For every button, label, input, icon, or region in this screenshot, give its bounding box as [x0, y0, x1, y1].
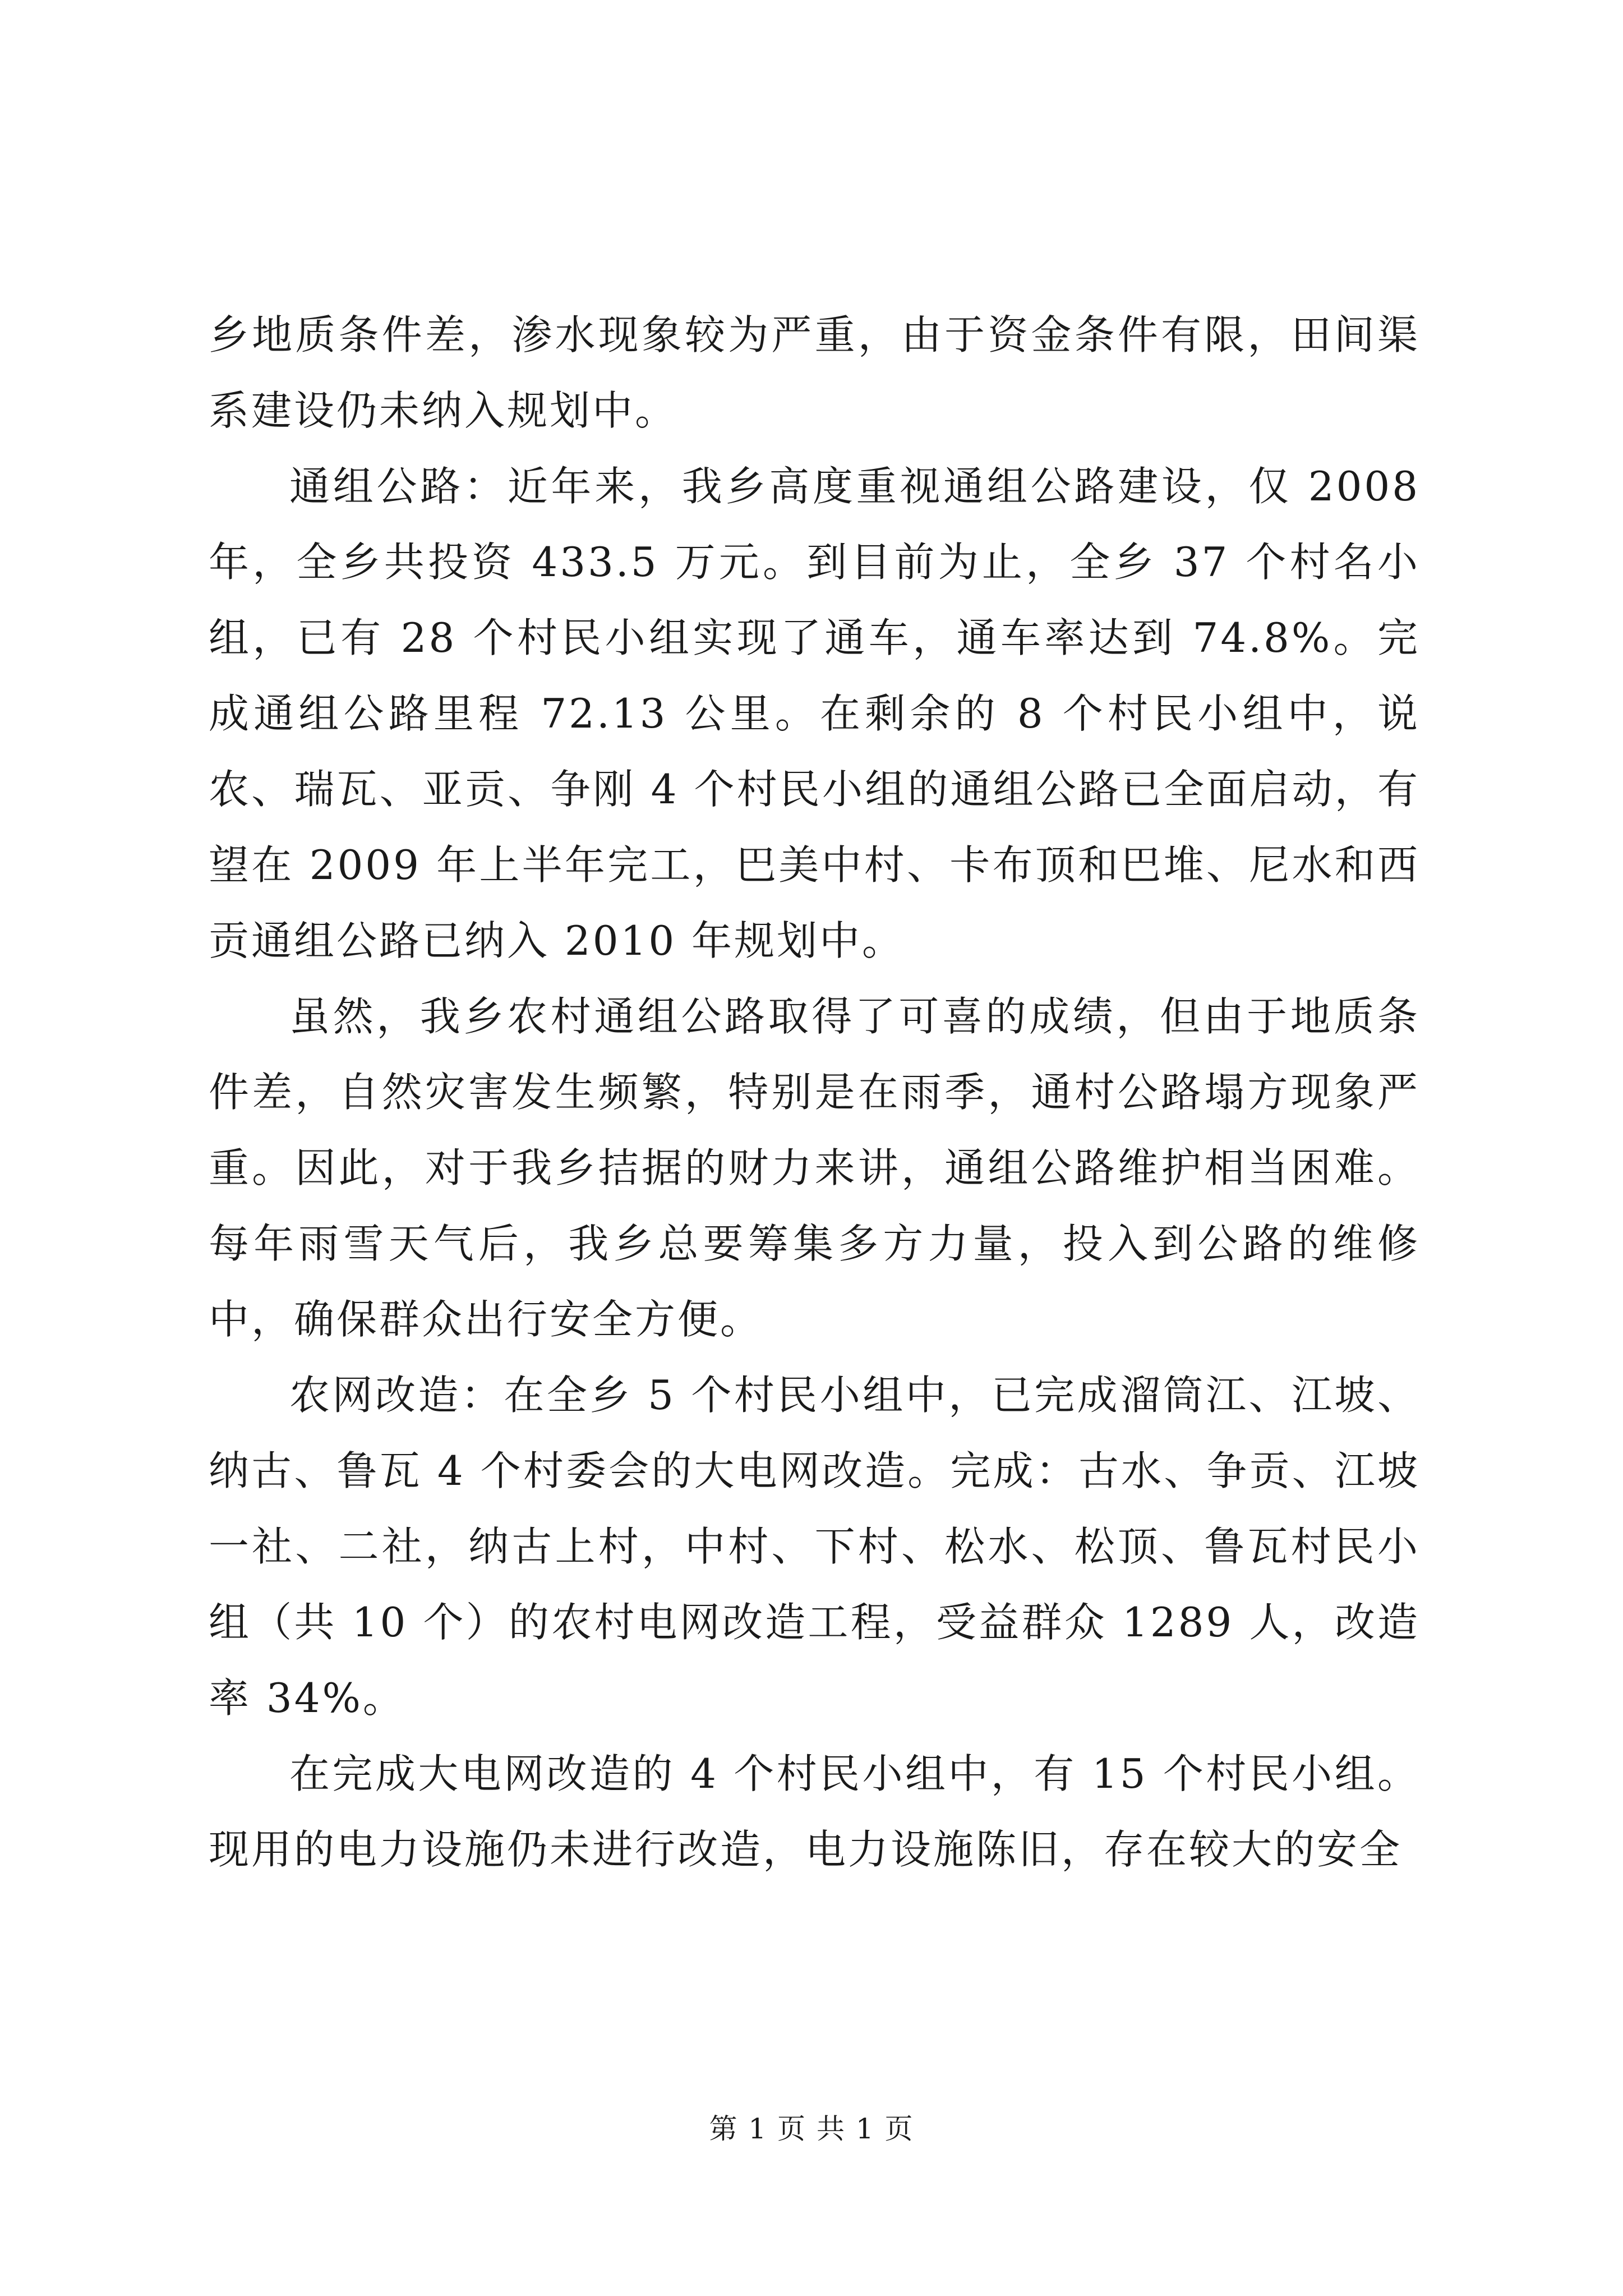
paragraph-2: 通组公路：近年来，我乡高度重视通组公路建设，仅 2008 年，全乡共投资 433.5 万元。到目前为止，全乡 37 个村名小组，已有 28 个村民小组实现了通车，通车率达到 74.8%。完成通组公路里程 72.13 公里。在剩余的 8 个村民小组中，说农、瑞瓦、亚贡、争刚 4 个村民小组的通组公路已全面启动，有望在 2009 年上半年完工，巴美中村、卡布顶和巴堆、尼水和西贡通组公路已纳入 2010 年规划中。: [209, 463, 1420, 964]
paragraph-4: 农网改造：在全乡 5 个村民小组中，已完成溜筒江、江坡、纳古、鲁瓦 4 个村委会的大电网改造。完成：古水、争贡、江坡一社、二社，纳古上村，中村、下村、松水、松顶、鲁瓦村民小组（共 10 个）的农村电网改造工程，受益群众 1289 人，改造率 34%。: [209, 1372, 1420, 1722]
paragraph-3: 虽然，我乡农村通组公路取得了可喜的成绩，但由于地质条件差，自然灾害发生频繁，特别是在雨季，通村公路塌方现象严重。因此，对于我乡拮据的财力来讲，通组公路维护相当困难。每年雨雪天气后，我乡总要筹集多方力量，投入到公路的维修中，确保群众出行安全方便。: [209, 993, 1420, 1343]
paragraph-5: 在完成大电网改造的 4 个村民小组中，有 15 个村民小组。现用的电力设施仍未进行改造，电力设施陈旧，存在较大的安全: [209, 1750, 1420, 1873]
document-body: [209, 297, 1420, 1888]
page-footer: 第 1 页 共 1 页: [709, 2113, 914, 2145]
paragraph-1: 乡地质条件差，渗水现象较为严重，由于资金条件有限，田间渠系建设仍未纳入规划中。: [209, 311, 1420, 434]
